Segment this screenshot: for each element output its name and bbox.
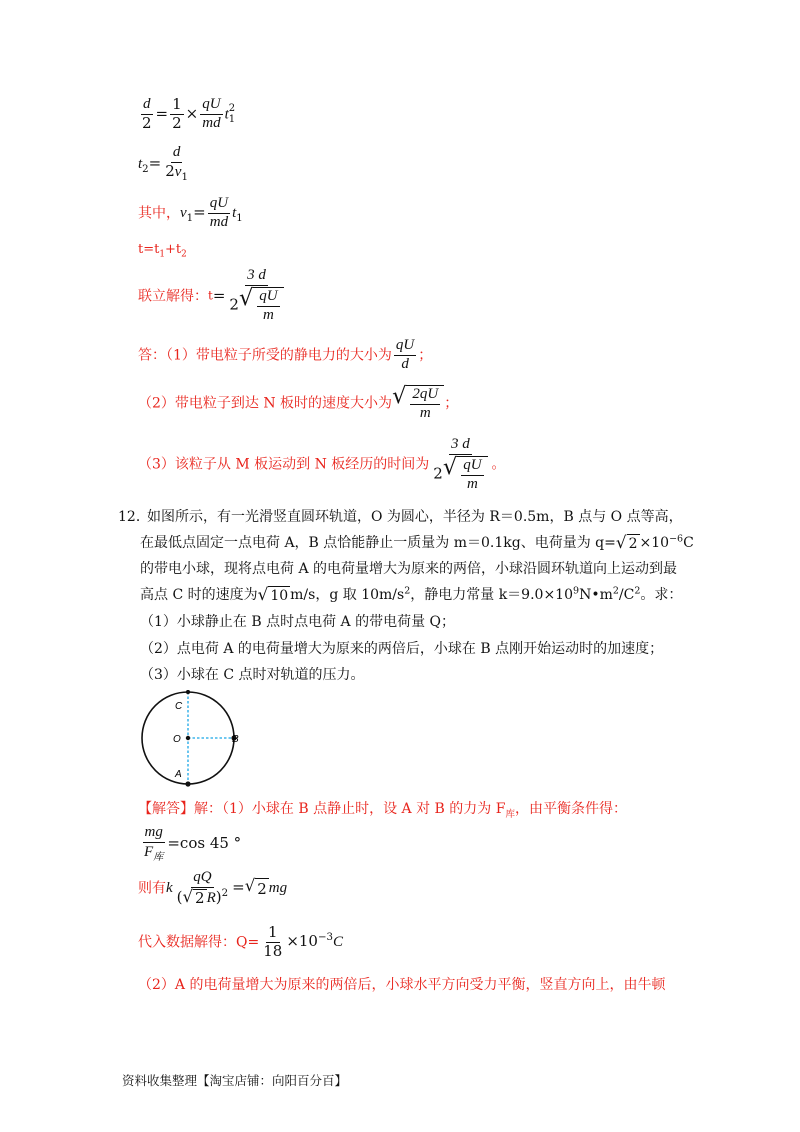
equation-mg-over-f: $\frac{mg}{F_库}$ =cos 45 ° [144, 824, 242, 863]
label-a: A [175, 769, 182, 780]
equation-combined-solution: 联立解得：t= 3 d 2 √ $\frac{qU}{m}$ [138, 268, 288, 323]
point-c-top [186, 690, 190, 694]
page-footer: 资料收集整理【淘宝店铺：向阳百分百】 [122, 1073, 348, 1088]
label-c: C [175, 701, 183, 712]
problem-line-3: 的带电小球，现将点电荷 A 的电荷量增大为原来的两倍，小球沿圆环轨道向上运动到最 [140, 561, 678, 577]
equation-q-result: 代入数据解得：Q= $\frac{1}{18}$ $\times 10^{-3}C$ [138, 923, 344, 960]
problem-line-4: 高点 C 时的速度为 √ 10 m/s，g 取 $10m/s^2$，静电力常量 $k=9.0\times 10^9N•m^2/C^2$。求： [140, 584, 683, 604]
answer-1: 答：（1）带电粒子所受的静电力的大小为 $\frac{qU}{d}$ ； [138, 337, 433, 372]
circle-track-figure [140, 690, 240, 794]
problem-number: 12． [118, 509, 150, 525]
label-o: O [173, 734, 181, 745]
question-2: （2）点电荷 A 的电荷量增大为原来的两倍后，小球在 B 点刚开始运动时的加速度； [140, 641, 664, 657]
answer-3: （3）该粒子从 M 板运动到 N 板经历的时间为 3 d 2 √ $\frac{qU}{m}$ 。 [138, 436, 506, 492]
solution-line-1: 【解答】解：（1）小球在 B 点静止时，设 A 对 B 的力为 $F_库$，由平衡条件得： [138, 801, 627, 820]
question-3: （3）小球在 C 点时对轨道的压力。 [140, 667, 365, 683]
point-a-charge [185, 781, 190, 786]
answer-2: （2）带电粒子到达 N 板时的速度大小为 √ $\frac{2qU}{m}$ ； [138, 383, 459, 421]
problem-line-2: 在最低点固定一点电荷 A，B 点恰能静止一质量为 m＝0.1kg、电荷量为 q= √ 2 $\times 10^{-6}C$ [140, 532, 694, 552]
center-point-o [186, 736, 190, 740]
equation-v1: 其中，$v_1=$ $\frac{qU}{md}$ $t_1$ [138, 195, 243, 230]
problem-line-1: 如图所示，有一光滑竖直圆环轨道，O 为圆心，半径为 R＝0.5m，B 点与 O 点等高， [147, 509, 683, 525]
equation-coulomb-balance: 则有k qQ ( √ 2 R)$^2$ = √ 2 mg [138, 869, 288, 907]
label-b: B [232, 734, 239, 745]
solution-line-2: （2）A 的电荷量增大为原来的两倍后，小球水平方向受力平衡，竖直方向上，由牛顿 [138, 977, 666, 993]
equation-t2: $t_2=$ $\frac{d}{2v_1}$ [138, 144, 188, 183]
equation-half-d: $\frac{d}{2}$ = $\frac{1}{2}$ × $\frac{qU}{md}$ t 2 1 [142, 95, 236, 132]
question-1: （1）小球静止在 B 点时点电荷 A 的带电荷量 Q； [140, 614, 456, 630]
equation-total-time: $t=t_1+t_2$ [138, 242, 187, 260]
circle-track-diagram [140, 690, 240, 790]
